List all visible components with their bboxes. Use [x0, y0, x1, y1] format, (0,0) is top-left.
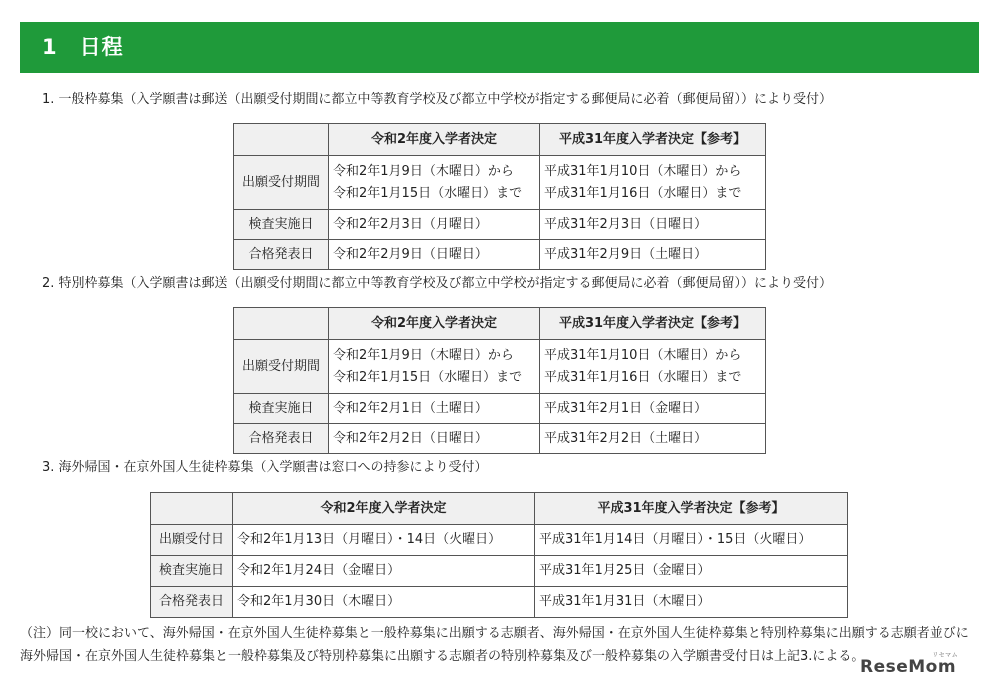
cell-h31 — [540, 156, 766, 210]
table-corner-cell — [234, 124, 329, 156]
resemom-logo — [860, 652, 959, 677]
table-header-row — [151, 493, 848, 525]
schedule-table-2 — [233, 307, 766, 454]
cell-text: 令和2年1月9日（木曜日）から — [333, 163, 514, 179]
cell-r2: 令和2年1月24日（金曜日） — [233, 556, 535, 587]
section-1-heading: 1. 一般枠募集（入学願書は郵送（出願受付期間に都立中等教育学校及び都立中学校が指定する郵便局に必着（郵便局留））により受付） — [42, 92, 833, 107]
cell-r2 — [329, 156, 540, 210]
table-row — [151, 587, 848, 618]
cell-text: 平成31年1月10日（木曜日）から — [544, 163, 742, 179]
cell-r2: 令和2年2月2日（日曜日） — [329, 424, 540, 454]
section-2-heading: 2. 特別枠募集（入学願書は郵送（出願受付期間に都立中等教育学校及び都立中学校が指定する郵便局に必着（郵便局留））により受付） — [42, 276, 833, 291]
cell-h31: 平成31年2月2日（土曜日） — [540, 424, 766, 454]
column-header-r2: 令和2年度入学者決定 — [233, 493, 535, 525]
column-header-r2: 令和2年度入学者決定 — [329, 308, 540, 340]
cell-r2: 令和2年1月13日（月曜日）・14日（火曜日） — [233, 525, 535, 556]
schedule-table-1 — [233, 123, 766, 270]
column-header-h31: 平成31年度入学者決定【参考】 — [535, 493, 848, 525]
cell-text: 平成31年1月10日（木曜日）から — [544, 347, 742, 363]
cell-r2: 令和2年1月30日（木曜日） — [233, 587, 535, 618]
cell-text: 平成31年1月16日（水曜日）まで — [544, 185, 742, 201]
row-label: 合格発表日 — [234, 424, 329, 454]
logo-small-text: リセマム — [932, 652, 959, 659]
row-label: 検査実施日 — [234, 394, 329, 424]
table-row — [234, 340, 766, 394]
column-header-r2: 令和2年度入学者決定 — [329, 124, 540, 156]
cell-r2: 令和2年2月9日（日曜日） — [329, 240, 540, 270]
section-title-bar — [20, 22, 979, 73]
table-row — [234, 394, 766, 424]
table-header-row — [234, 308, 766, 340]
cell-h31: 平成31年1月14日（月曜日）・15日（火曜日） — [535, 525, 848, 556]
section-title: 1 日程 — [42, 35, 124, 59]
column-header-h31: 平成31年度入学者決定【参考】 — [540, 308, 766, 340]
column-header-h31: 平成31年度入学者決定【参考】 — [540, 124, 766, 156]
cell-r2: 令和2年2月3日（月曜日） — [329, 210, 540, 240]
cell-h31: 平成31年2月9日（土曜日） — [540, 240, 766, 270]
footnote: （注）同一校において、海外帰国・在京外国人生徒枠募集と一般枠募集に出願する志願者、海外帰国・在京外国人生徒枠募集と特別枠募集に出願する志願者並びに海外帰国・在京外国人生徒枠募集と一般枠募集及び特別枠募集に出願する志願者の特別枠募集及び一般枠募集の入学願書受付日は上記3.による。 — [20, 626, 969, 664]
cell-text: 令和2年1月15日（水曜日）まで — [333, 369, 523, 385]
cell-h31: 平成31年1月25日（金曜日） — [535, 556, 848, 587]
cell-r2: 令和2年2月1日（土曜日） — [329, 394, 540, 424]
table-corner-cell — [151, 493, 233, 525]
row-label: 合格発表日 — [234, 240, 329, 270]
table-row — [151, 556, 848, 587]
row-label: 検査実施日 — [151, 556, 233, 587]
cell-h31: 平成31年2月1日（金曜日） — [540, 394, 766, 424]
cell-h31: 平成31年2月3日（日曜日） — [540, 210, 766, 240]
row-label: 合格発表日 — [151, 587, 233, 618]
table-row — [234, 424, 766, 454]
schedule-table-3 — [150, 492, 848, 618]
cell-text: 平成31年1月16日（水曜日）まで — [544, 369, 742, 385]
cell-h31: 平成31年1月31日（木曜日） — [535, 587, 848, 618]
table-row — [234, 210, 766, 240]
row-label: 出願受付期間 — [234, 156, 329, 210]
table-header-row — [234, 124, 766, 156]
table-row — [234, 240, 766, 270]
row-label: 出願受付期間 — [234, 340, 329, 394]
cell-h31 — [540, 340, 766, 394]
cell-text: 令和2年1月9日（木曜日）から — [333, 347, 514, 363]
row-label: 出願受付日 — [151, 525, 233, 556]
table-row — [234, 156, 766, 210]
table-row — [151, 525, 848, 556]
table-corner-cell — [234, 308, 329, 340]
row-label: 検査実施日 — [234, 210, 329, 240]
section-3-heading: 3. 海外帰国・在京外国人生徒枠募集（入学願書は窓口への持参により受付） — [42, 460, 488, 475]
cell-r2 — [329, 340, 540, 394]
cell-text: 令和2年1月15日（水曜日）まで — [333, 185, 523, 201]
logo-text: ReseMom — [860, 657, 957, 677]
